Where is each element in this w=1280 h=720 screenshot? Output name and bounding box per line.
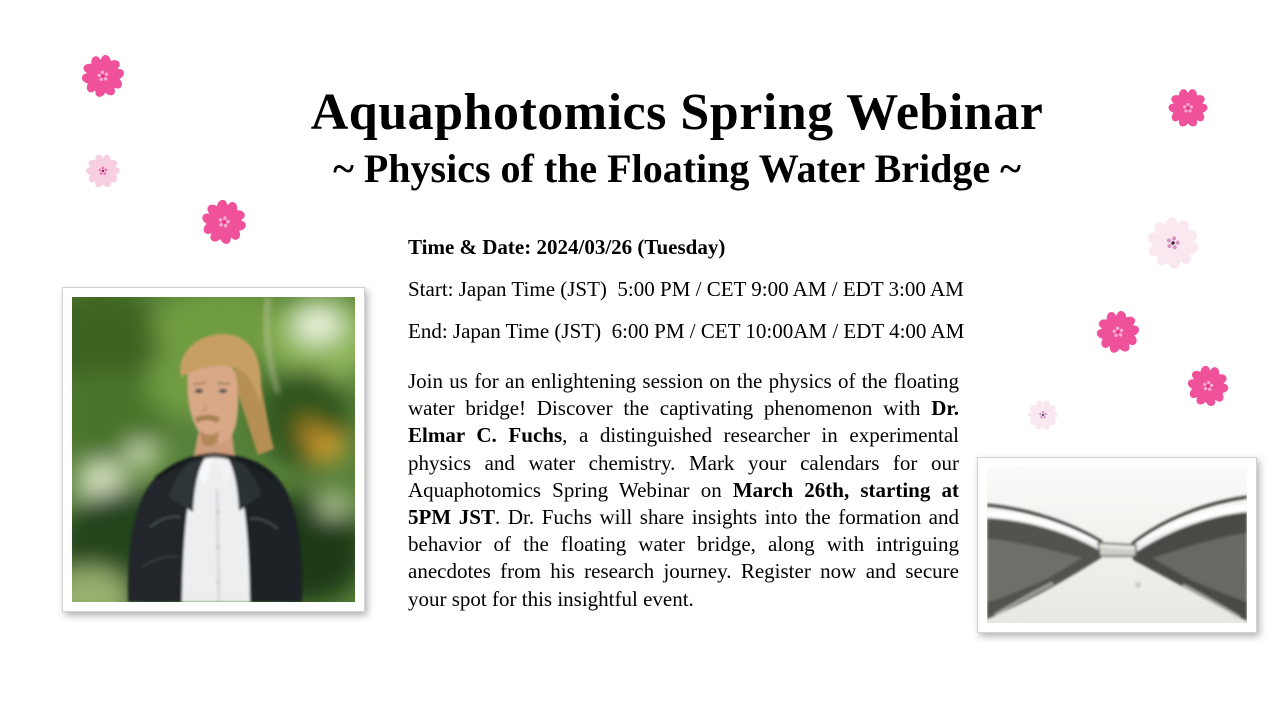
- speaker-photo: [72, 297, 355, 602]
- speaker-photo-frame: [62, 287, 365, 612]
- schedule-end: End: Japan Time (JST) 6:00 PM / CET 10:00AM / EDT 4:00 AM: [408, 319, 965, 343]
- schedule-date: Time & Date: 2024/03/26 (Tuesday): [408, 235, 726, 259]
- about-paragraph: Join us for an enlightening session on the physics of the floating water bridge! Discover the captivating phenomenon with Dr. Elmar C. Fuchs, a distinguished researcher in experimental physics and water chemistry. Mark your calendars for our Aquaphotomics Spring Webinar on March 26th, starting at 5PM JST. Dr. Fuchs will share insights into the formation and behavior of the floating water bridge, along with intriguing anecdotes from his research journey. Register now and secure your spot for this insightful event.: [408, 369, 960, 611]
- title-block: [74, 84, 1280, 191]
- page-title: Aquaphotomics Spring Webinar: [310, 84, 1044, 141]
- cherry-blossom-icon: [1138, 208, 1208, 278]
- water-bridge-photo-frame: [977, 457, 1257, 633]
- schedule-start: Start: Japan Time (JST) 5:00 PM / CET 9:00 AM / EDT 3:00 AM: [408, 277, 964, 301]
- cherry-blossom-icon: [1182, 360, 1234, 412]
- schedule-block: [408, 233, 964, 359]
- cherry-blossom-icon: [1092, 306, 1145, 359]
- page-subtitle: ~ Physics of the Floating Water Bridge ~: [333, 146, 1021, 192]
- cherry-blossom-icon: [194, 192, 253, 251]
- water-bridge-photo: [987, 467, 1247, 623]
- cherry-blossom-icon: [1026, 398, 1060, 432]
